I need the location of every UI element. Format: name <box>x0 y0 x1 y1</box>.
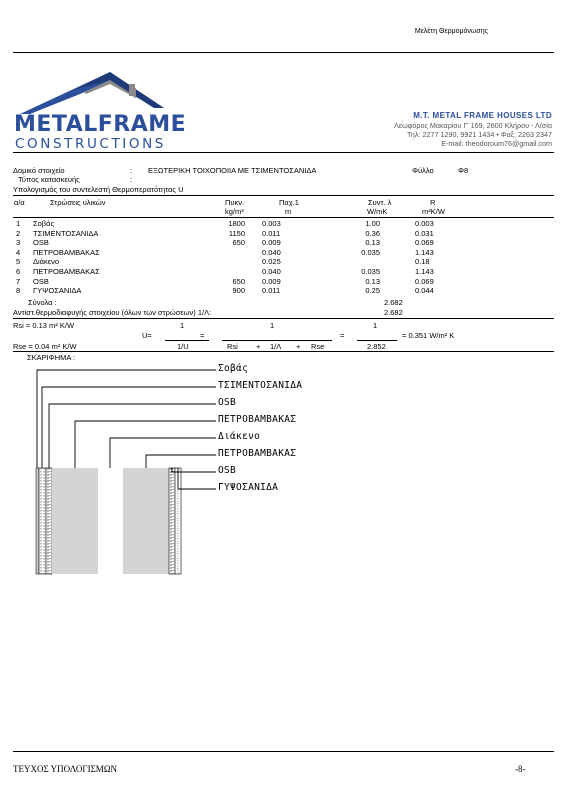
formula-one-b: 1 <box>270 321 275 330</box>
formula-rse: Rse <box>311 342 325 351</box>
rse-value: Rse = 0.04 m² K/W <box>13 342 77 351</box>
sketch-label-4: ΠΕΤΡΟΒΑΜΒΑΚΑΣ <box>218 414 297 425</box>
formula-one-a: 1 <box>180 321 185 330</box>
table-cell-r: 0.18 <box>415 257 430 267</box>
sketch-label-8: ΓΥΨΟΣΑΝΙΔΑ <box>218 482 279 493</box>
formula-eq2: = <box>340 331 345 340</box>
formula-plus1: + <box>256 342 261 351</box>
element-label: Δομικό στοιχείο <box>13 166 65 175</box>
table-cell-r: 0.003 <box>415 219 434 228</box>
rsi-value: Rsi = 0.13 m² K/W <box>13 321 75 330</box>
table-cell-aa: 8 <box>16 286 21 296</box>
footer-rule <box>13 751 554 752</box>
table-cell-name: ΓΥΨΟΣΑΝΙΔΑ <box>33 286 82 296</box>
formula-one-over-l: 1/Λ <box>270 342 282 351</box>
col-header-lambda: Συντ. λ <box>368 198 392 207</box>
formula-u: U= <box>142 331 152 340</box>
table-cell-lambda: 1.00 <box>365 219 380 228</box>
table-cell-r: 0.044 <box>415 286 434 296</box>
formula-one-c: 1 <box>373 321 378 330</box>
sketch-label-7: OSB <box>218 465 237 476</box>
table-cell-density: 1800 <box>228 219 245 228</box>
resist-value: 2.682 <box>384 308 403 317</box>
col-header-lambda-unit: W/mK <box>367 207 388 216</box>
table-cell-aa: 2 <box>16 228 21 238</box>
table-cell-aa: 5 <box>16 257 21 267</box>
table-cell-aa: 4 <box>16 247 21 257</box>
table-cell-thickness: 0.025 <box>262 257 281 267</box>
table-cell-thickness: 0.003 <box>262 219 281 228</box>
sketch-label-5: Διάκενο <box>218 431 261 442</box>
formula-one-over-u: 1/U <box>177 342 189 351</box>
table-cell-name: ΤΣΙΜΕΝΤΟΣΑΝΙΔΑ <box>33 228 99 238</box>
resist-rule <box>13 318 554 319</box>
footer-left: ΤΕΥΧΟΣ ΥΠΟΛΟΓΙΣΜΩΝ <box>13 764 118 774</box>
table-cell-aa: 7 <box>16 276 21 286</box>
formula-eq1: = <box>200 331 205 340</box>
type-label: Τύπος κατασκευής <box>18 175 80 184</box>
table-cell-density: 900 <box>232 286 245 296</box>
col-header-r: R <box>430 198 436 207</box>
type-colon: : <box>130 175 133 184</box>
table-cell-aa: 6 <box>16 267 21 276</box>
table-cell-lambda: 0.035 <box>361 247 380 257</box>
fraction-bar-1 <box>165 340 209 341</box>
col-header-thickness: Παχ.1 <box>279 198 299 207</box>
page-number: -8- <box>515 764 526 774</box>
element-value: ΕΞΩΤΕΡΙΚΗ ΤΟΙΧΟΠΟΙΙΑ ΜΕ ΤΣΙΜΕΝΤΟΣΑΝΙΔΑ <box>148 166 317 175</box>
table-cell-lambda: 0.035 <box>361 267 380 276</box>
table-cell-thickness: 0.009 <box>262 238 281 248</box>
fraction-bar-2 <box>222 340 332 341</box>
table-cell-r: 0.031 <box>415 228 434 238</box>
company-logo <box>14 62 187 152</box>
table-cell-r: 0.069 <box>415 238 434 248</box>
table-cell-density: 1150 <box>228 228 245 238</box>
table-cell-lambda: 0.36 <box>365 228 380 238</box>
wall-section-sketch <box>0 360 566 580</box>
fraction-bar-3 <box>357 340 397 341</box>
table-top-rule <box>13 195 554 196</box>
table-cell-r: 1.143 <box>415 267 434 276</box>
sketch-title: ΣΚΑΡΙΦΗΜΑ : <box>27 353 76 362</box>
table-cell-density: 650 <box>232 238 245 248</box>
company-phones: Τηλ: 2277 1290, 9921 1434 • Φαξ: 2263 2347 <box>407 130 552 139</box>
col-header-density: Πυκν. <box>225 198 245 207</box>
table-cell-thickness: 0.011 <box>262 286 281 296</box>
sketch-label-1: Σοβάς <box>218 363 249 374</box>
table-cell-name: ΠΕΤΡΟΒΑΜΒΑΚΑΣ <box>33 267 100 276</box>
logo-text-constructions: CONSTRUCTIONS <box>15 136 166 152</box>
company-name: M.T. METAL FRAME HOUSES LTD <box>413 111 552 120</box>
u-result: = 0.351 W/m² K <box>402 331 455 340</box>
element-colon: : <box>130 166 133 175</box>
table-cell-lambda: 0.25 <box>365 286 380 296</box>
table-cell-thickness: 0.040 <box>262 267 281 276</box>
company-address: Λεωφόρος Μακαρίου Γ' 169, 2600 Κλήρου - Λ/σία <box>394 121 552 130</box>
table-cell-name: Διάκενο <box>33 257 60 267</box>
table-cell-aa: 1 <box>16 219 21 228</box>
table-cell-name: ΠΕΤΡΟΒΑΜΒΑΚΑΣ <box>33 247 100 257</box>
col-header-density-unit: kg/m³ <box>225 207 244 216</box>
formula-plus2: + <box>296 342 301 351</box>
table-cell-thickness: 0.011 <box>262 228 281 238</box>
sheet-value: Φ8 <box>458 166 469 175</box>
table-cell-thickness: 0.040 <box>262 247 281 257</box>
table-cell-name: OSB <box>33 238 49 248</box>
col-header-layers: Στρώσεις υλικών <box>50 198 106 207</box>
calc-title: Υπολογισμός του συντελεστή Θερμοπερατότητας U <box>13 185 184 194</box>
table-cell-aa: 3 <box>16 238 21 248</box>
col-header-r-unit: m²K/W <box>422 207 445 216</box>
logo-rule <box>13 152 554 153</box>
company-email: E-mail: theodoroum76@gmail.com <box>441 139 552 148</box>
table-header-rule <box>13 217 554 218</box>
formula-rule <box>13 351 554 352</box>
formula-rsi: Rsi <box>227 342 238 351</box>
col-header-aa: α/α <box>14 198 25 207</box>
table-cell-name: Σοβάς <box>33 219 55 228</box>
sum-label: Σύνολα : <box>28 298 57 307</box>
sketch-label-2: ΤΣΙΜΕΝΤΟΣΑΝΙΔΑ <box>218 380 303 391</box>
table-cell-r: 1.143 <box>415 247 434 257</box>
document-title: Μελέτη Θερμομόνωσης <box>414 28 488 35</box>
formula-denominator: 2.852 <box>367 342 386 351</box>
sketch-label-6: ΠΕΤΡΟΒΑΜΒΑΚΑΣ <box>218 448 297 459</box>
house-roof-icon <box>14 62 174 116</box>
sketch-label-3: OSB <box>218 397 237 408</box>
resist-label: Αντίστ.θερμοδιαφυγής στοιχείου (όλων των στρώσεων) 1/Λ: <box>13 308 212 317</box>
sheet-label: Φύλλο <box>412 166 434 175</box>
table-cell-lambda: 0.13 <box>365 276 380 286</box>
sum-value: 2.682 <box>384 298 403 307</box>
header-rule <box>13 52 554 53</box>
table-cell-r: 0.069 <box>415 276 434 286</box>
table-cell-name: OSB <box>33 276 49 286</box>
table-cell-density: 650 <box>232 276 245 286</box>
logo-text-metalframe: METALFRAME <box>14 112 187 137</box>
table-cell-thickness: 0.009 <box>262 276 281 286</box>
col-header-thickness-unit: m <box>285 207 292 216</box>
table-cell-lambda: 0.13 <box>365 238 380 248</box>
